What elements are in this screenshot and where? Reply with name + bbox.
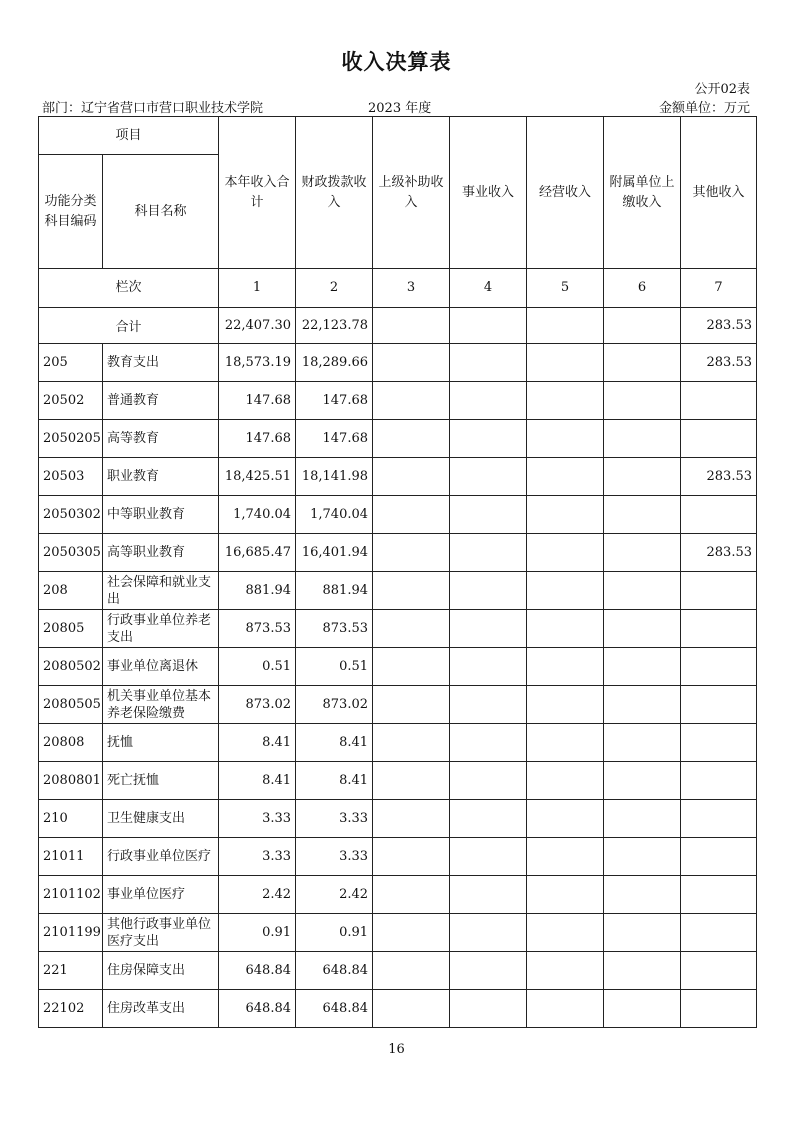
table-row: [39, 724, 757, 762]
amount-cell: [604, 420, 681, 458]
amount-cell: [604, 344, 681, 382]
header-subject-name: 科目名称: [103, 155, 219, 269]
row-index-1: 1: [219, 269, 296, 308]
table-row: [39, 420, 757, 458]
func-code-cell: 2101102: [39, 876, 103, 914]
amount-cell: [527, 420, 604, 458]
func-code-cell: 2080502: [39, 648, 103, 686]
amount-cell: [527, 496, 604, 534]
amount-cell: [604, 800, 681, 838]
subject-name-cell: 事业单位离退休: [103, 648, 219, 686]
amount-cell: 0.91: [219, 914, 296, 952]
table-row: [39, 686, 757, 724]
table-row: [39, 914, 757, 952]
amount-cell: [681, 648, 757, 686]
amount-cell: [681, 838, 757, 876]
amount-cell: [681, 876, 757, 914]
amount-cell: [450, 724, 527, 762]
amount-cell: [527, 572, 604, 610]
func-code-cell: 20808: [39, 724, 103, 762]
table-row: [39, 952, 757, 990]
amount-cell: [450, 344, 527, 382]
total-cell: 283.53: [681, 308, 757, 344]
amount-cell: [527, 534, 604, 572]
row-index-label: 栏次: [39, 269, 219, 308]
table-row: [39, 572, 757, 610]
amount-cell: [604, 838, 681, 876]
page-number: 16: [388, 1042, 405, 1057]
amount-cell: [373, 572, 450, 610]
subject-name-cell: 事业单位医疗: [103, 876, 219, 914]
income-table: [38, 116, 757, 1028]
amount-cell: 283.53: [681, 534, 757, 572]
row-index-4: 4: [450, 269, 527, 308]
amount-cell: [450, 572, 527, 610]
row-index-5: 5: [527, 269, 604, 308]
amount-cell: [681, 762, 757, 800]
amount-cell: [373, 686, 450, 724]
header-func-code: 功能分类科目编码: [39, 155, 103, 269]
func-code-cell: 2080505: [39, 686, 103, 724]
func-code-cell: 20502: [39, 382, 103, 420]
year-label: 2023 年度: [368, 101, 432, 116]
table-row: [39, 534, 757, 572]
amount-cell: [373, 952, 450, 990]
total-row: [39, 308, 757, 344]
amount-cell: 3.33: [296, 838, 373, 876]
amount-cell: 873.02: [219, 686, 296, 724]
amount-cell: 2.42: [296, 876, 373, 914]
amount-cell: [373, 914, 450, 952]
amount-cell: 873.53: [296, 610, 373, 648]
amount-cell: [450, 648, 527, 686]
table-row: [39, 382, 757, 420]
table-row: [39, 876, 757, 914]
amount-cell: [527, 686, 604, 724]
func-code-cell: 2050302: [39, 496, 103, 534]
amount-cell: [681, 496, 757, 534]
amount-cell: [373, 724, 450, 762]
amount-cell: [450, 914, 527, 952]
subject-name-cell: 死亡抚恤: [103, 762, 219, 800]
row-index-row: [39, 269, 757, 308]
amount-cell: 1,740.04: [296, 496, 373, 534]
total-cell: 22,123.78: [296, 308, 373, 344]
table-row: [39, 800, 757, 838]
amount-cell: [450, 686, 527, 724]
amount-cell: [681, 420, 757, 458]
amount-cell: 0.51: [219, 648, 296, 686]
table-row: [39, 762, 757, 800]
total-cell: 22,407.30: [219, 308, 296, 344]
amount-cell: 8.41: [296, 724, 373, 762]
amount-cell: 147.68: [219, 382, 296, 420]
amount-cell: 283.53: [681, 458, 757, 496]
subject-name-cell: 社会保障和就业支出: [103, 572, 219, 610]
table-code: 公开02表: [694, 82, 750, 97]
amount-cell: 16,401.94: [296, 534, 373, 572]
amount-cell: [681, 724, 757, 762]
amount-cell: [681, 686, 757, 724]
amount-cell: [373, 458, 450, 496]
table-row: [39, 648, 757, 686]
amount-cell: 18,425.51: [219, 458, 296, 496]
func-code-cell: 20805: [39, 610, 103, 648]
header-col2: 财政拨款收入: [296, 117, 373, 269]
amount-cell: [604, 952, 681, 990]
amount-cell: 8.41: [219, 724, 296, 762]
amount-cell: [604, 990, 681, 1028]
header-col6: 附属单位上缴收入: [604, 117, 681, 269]
amount-cell: [681, 800, 757, 838]
total-cell: [604, 308, 681, 344]
amount-cell: [604, 382, 681, 420]
amount-cell: [527, 344, 604, 382]
subject-name-cell: 其他行政事业单位医疗支出: [103, 914, 219, 952]
amount-cell: [604, 496, 681, 534]
amount-cell: [604, 610, 681, 648]
amount-cell: 881.94: [296, 572, 373, 610]
page-title: 收入决算表: [341, 50, 452, 74]
amount-cell: [681, 610, 757, 648]
amount-cell: [604, 572, 681, 610]
amount-cell: 881.94: [219, 572, 296, 610]
amount-cell: [450, 800, 527, 838]
amount-cell: [373, 648, 450, 686]
amount-cell: [527, 914, 604, 952]
department-label: 部门：辽宁省营口市营口职业技术学院: [42, 101, 264, 116]
amount-cell: [527, 838, 604, 876]
amount-cell: 0.51: [296, 648, 373, 686]
amount-cell: [373, 534, 450, 572]
amount-cell: [450, 458, 527, 496]
table-row: [39, 344, 757, 382]
func-code-cell: 2101199: [39, 914, 103, 952]
subject-name-cell: 住房保障支出: [103, 952, 219, 990]
amount-cell: 16,685.47: [219, 534, 296, 572]
amount-cell: [373, 382, 450, 420]
amount-cell: [527, 458, 604, 496]
amount-cell: [681, 952, 757, 990]
total-cell: [527, 308, 604, 344]
row-index-6: 6: [604, 269, 681, 308]
table-row: [39, 496, 757, 534]
amount-cell: 1,740.04: [219, 496, 296, 534]
row-index-7: 7: [681, 269, 757, 308]
subject-name-cell: 行政事业单位医疗: [103, 838, 219, 876]
amount-cell: [450, 534, 527, 572]
amount-cell: 147.68: [296, 382, 373, 420]
subject-name-cell: 机关事业单位基本养老保险缴费: [103, 686, 219, 724]
amount-cell: 648.84: [296, 990, 373, 1028]
amount-cell: 18,573.19: [219, 344, 296, 382]
func-code-cell: 21011: [39, 838, 103, 876]
header-col4: 事业收入: [450, 117, 527, 269]
amount-cell: [527, 610, 604, 648]
func-code-cell: 210: [39, 800, 103, 838]
amount-cell: [527, 648, 604, 686]
subject-name-cell: 职业教育: [103, 458, 219, 496]
amount-cell: 147.68: [296, 420, 373, 458]
table-row: [39, 990, 757, 1028]
table-row: [39, 838, 757, 876]
header-col3: 上级补助收入: [373, 117, 450, 269]
total-label: 合计: [39, 308, 219, 344]
amount-cell: [604, 648, 681, 686]
total-cell: [450, 308, 527, 344]
amount-cell: [604, 876, 681, 914]
func-code-cell: 2050205: [39, 420, 103, 458]
func-code-cell: 2080801: [39, 762, 103, 800]
func-code-cell: 208: [39, 572, 103, 610]
subject-name-cell: 教育支出: [103, 344, 219, 382]
header-col1: 本年收入合计: [219, 117, 296, 269]
amount-cell: 0.91: [296, 914, 373, 952]
amount-cell: 648.84: [219, 990, 296, 1028]
header-col5: 经营收入: [527, 117, 604, 269]
amount-cell: [450, 496, 527, 534]
amount-cell: 18,289.66: [296, 344, 373, 382]
amount-cell: [681, 990, 757, 1028]
amount-cell: 3.33: [219, 800, 296, 838]
amount-cell: [373, 420, 450, 458]
row-index-3: 3: [373, 269, 450, 308]
subject-name-cell: 中等职业教育: [103, 496, 219, 534]
amount-cell: [527, 800, 604, 838]
amount-cell: [450, 382, 527, 420]
amount-cell: [373, 990, 450, 1028]
amount-cell: [604, 762, 681, 800]
amount-cell: [373, 496, 450, 534]
subject-name-cell: 住房改革支出: [103, 990, 219, 1028]
header-item: 项目: [39, 117, 219, 155]
amount-cell: [527, 762, 604, 800]
amount-cell: 3.33: [219, 838, 296, 876]
amount-cell: [604, 534, 681, 572]
subject-name-cell: 普通教育: [103, 382, 219, 420]
amount-cell: [681, 572, 757, 610]
subject-name-cell: 行政事业单位养老支出: [103, 610, 219, 648]
func-code-cell: 221: [39, 952, 103, 990]
amount-cell: [373, 800, 450, 838]
amount-cell: [527, 724, 604, 762]
amount-cell: [373, 838, 450, 876]
amount-cell: 283.53: [681, 344, 757, 382]
amount-cell: 648.84: [219, 952, 296, 990]
table-row: [39, 610, 757, 648]
amount-cell: 8.41: [219, 762, 296, 800]
func-code-cell: 2050305: [39, 534, 103, 572]
table-row: [39, 458, 757, 496]
amount-cell: 2.42: [219, 876, 296, 914]
amount-cell: 3.33: [296, 800, 373, 838]
amount-cell: [373, 762, 450, 800]
amount-cell: [604, 458, 681, 496]
amount-cell: [373, 344, 450, 382]
amount-cell: 648.84: [296, 952, 373, 990]
amount-cell: [527, 990, 604, 1028]
subject-name-cell: 高等职业教育: [103, 534, 219, 572]
amount-cell: [450, 838, 527, 876]
amount-cell: [450, 762, 527, 800]
amount-cell: [681, 382, 757, 420]
amount-cell: 147.68: [219, 420, 296, 458]
amount-cell: 8.41: [296, 762, 373, 800]
amount-cell: [527, 382, 604, 420]
amount-cell: [450, 952, 527, 990]
subject-name-cell: 高等教育: [103, 420, 219, 458]
subject-name-cell: 卫生健康支出: [103, 800, 219, 838]
amount-cell: [373, 610, 450, 648]
amount-cell: [527, 876, 604, 914]
amount-cell: 873.53: [219, 610, 296, 648]
amount-cell: [604, 686, 681, 724]
amount-cell: [450, 420, 527, 458]
row-index-2: 2: [296, 269, 373, 308]
amount-cell: [450, 876, 527, 914]
amount-cell: 18,141.98: [296, 458, 373, 496]
total-cell: [373, 308, 450, 344]
unit-label: 金额单位：万元: [658, 101, 750, 116]
header-col7: 其他收入: [681, 117, 757, 269]
amount-cell: [373, 876, 450, 914]
amount-cell: [450, 610, 527, 648]
func-code-cell: 205: [39, 344, 103, 382]
amount-cell: 873.02: [296, 686, 373, 724]
amount-cell: [527, 952, 604, 990]
func-code-cell: 20503: [39, 458, 103, 496]
amount-cell: [450, 990, 527, 1028]
amount-cell: [604, 724, 681, 762]
func-code-cell: 22102: [39, 990, 103, 1028]
amount-cell: [681, 914, 757, 952]
subject-name-cell: 抚恤: [103, 724, 219, 762]
amount-cell: [604, 914, 681, 952]
